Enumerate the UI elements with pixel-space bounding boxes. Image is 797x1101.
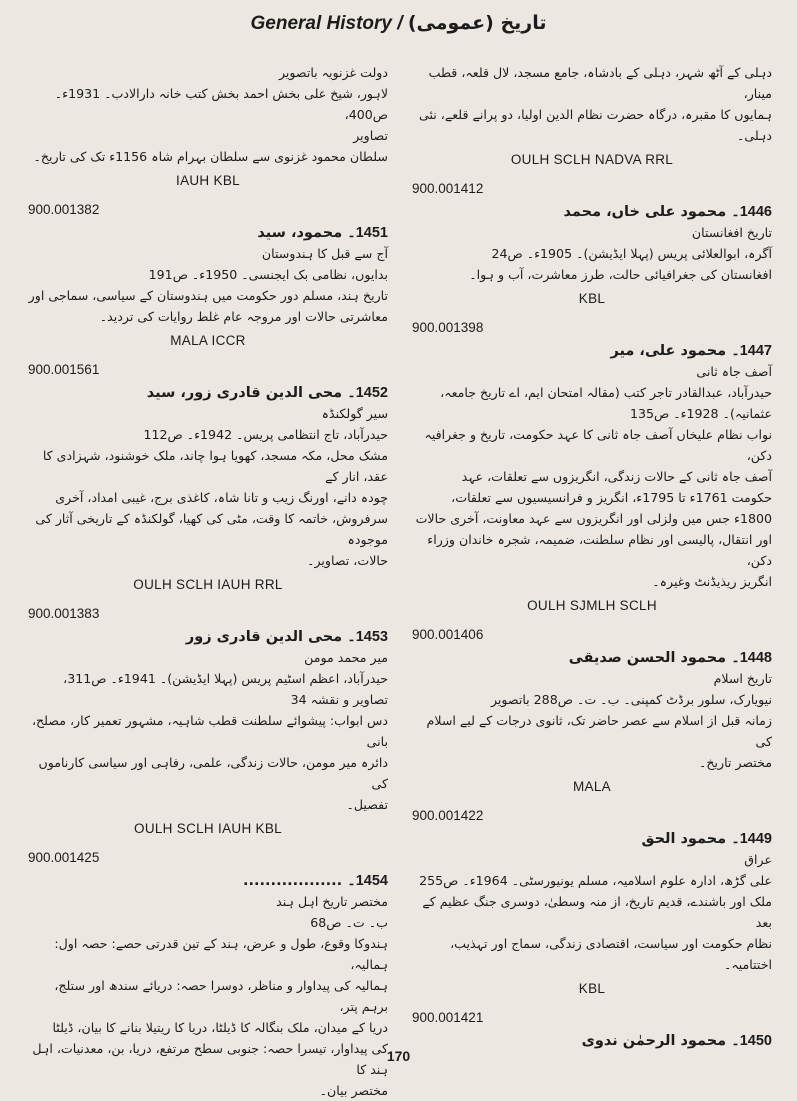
classification-code: 900.001422 bbox=[412, 808, 484, 823]
header-title-en: General History / bbox=[250, 13, 403, 34]
classification-code: 900.001382 bbox=[28, 202, 100, 217]
entry-line: چودہ دانے، اورنگ زیب و تانا شاہ، کاغذی برج، غیبی امداد، آخری bbox=[55, 490, 388, 505]
entry-heading bbox=[412, 204, 772, 220]
entry-line: ہمالیہ کی پیداوار و مناظر، دوسرا حصہ: دریائے سندھ اور ستلج، برہم پتر، bbox=[54, 978, 388, 1014]
entry-line: مشک محل، مکہ مسجد، کھویا ہوا چاند، ملک خوشنود، شہزادی کا عقد، انار کے bbox=[42, 448, 388, 484]
entry-line: تاریخ ہند، مسلم دور حکومت میں ہندوستان کے سیاسی، سماجی اور bbox=[28, 288, 388, 303]
entry-heading bbox=[412, 343, 772, 359]
classification-code: 900.001398 bbox=[412, 320, 484, 335]
left-column bbox=[28, 62, 388, 1098]
entry-1447 bbox=[412, 320, 772, 613]
entry-heading bbox=[412, 831, 772, 847]
entry-number: 1453۔ bbox=[347, 629, 388, 645]
entry-heading bbox=[28, 629, 388, 645]
entry-line: افغانستان کی جغرافیائی حالت، طرز معاشرت، آب و ہوا۔ bbox=[469, 267, 772, 282]
entry-line: دہلی۔ bbox=[736, 128, 772, 143]
entry-line: عراق bbox=[744, 852, 772, 867]
entry-1452 bbox=[28, 362, 388, 592]
entry-line: دریا کے میدان، ملک بنگالہ کا ڈیلٹا، دریا کا ریتیلا بنانے کا بیان، ڈیلٹا bbox=[52, 1020, 388, 1035]
entry-heading bbox=[28, 225, 388, 241]
entry-continued bbox=[28, 62, 388, 188]
entry-heading bbox=[412, 650, 772, 666]
entry-line: تفصیل۔ bbox=[346, 797, 388, 812]
entry-author: محمود الرحمٰن ندوی bbox=[581, 1033, 727, 1049]
entry-line: تصاویر bbox=[353, 128, 388, 143]
entry-line: زمانہ قبل از اسلام سے عصر حاضر تک، ثانوی درجات کے لیے اسلام کی bbox=[426, 713, 772, 749]
entry-number: 1449۔ bbox=[731, 831, 772, 847]
entry-line: حیدرآباد، اعظم اسٹیم پریس (پہلا ایڈیشن)۔ 1941ء۔ ص311، bbox=[63, 671, 388, 686]
library-codes: MALA bbox=[573, 779, 611, 794]
classification-code: 900.001406 bbox=[412, 627, 484, 642]
entry-line: حالات، تصاویر۔ bbox=[307, 553, 388, 568]
page-number: 170 bbox=[386, 1048, 411, 1064]
entry-number: 1452۔ bbox=[347, 385, 388, 401]
library-codes: KBL bbox=[578, 981, 606, 996]
entry-line: عثمانیہ)۔ 1928ء۔ ص135 bbox=[629, 406, 772, 421]
entry-line: آج سے قبل کا ہندوستان bbox=[261, 246, 388, 261]
classification-code: 900.001412 bbox=[412, 181, 484, 196]
entry-line: کی پیداوار، تیسرا حصہ: جنوبی سطح مرتفع، دریا، بن، معدنیات، اہل ہند کا bbox=[32, 1041, 388, 1077]
entry-line: دس ابواب: پیشوائے سلطنت قطب شاہیہ، مشہور تعمیر کار، مصلح، بانی bbox=[31, 713, 388, 749]
library-codes: OULH SCLH IAUH KBL bbox=[134, 821, 282, 836]
entry-1448 bbox=[412, 627, 772, 794]
entry-line: مختصر بیان۔ bbox=[319, 1083, 388, 1098]
entry-author: محی الدین قادری زور bbox=[185, 629, 343, 645]
entry-line: میر محمد مومن bbox=[304, 650, 388, 665]
entry-line: حیدرآباد، تاج انتظامی پریس۔ 1942ء۔ ص112 bbox=[143, 427, 388, 442]
entry-number: 1450۔ bbox=[731, 1033, 772, 1049]
entry-number: 1446۔ bbox=[731, 204, 772, 220]
entry-1451 bbox=[28, 202, 388, 348]
entry-1450 bbox=[412, 1010, 772, 1049]
library-codes: MALA ICCR bbox=[170, 333, 246, 348]
entry-line: معاشرتی حالات اور مروجہ عام غلط روایات کی تردید۔ bbox=[99, 309, 388, 324]
entry-1446 bbox=[412, 181, 772, 306]
library-codes: KBL bbox=[578, 291, 606, 306]
entry-line: نظام حکومت اور سیاست، اقتصادی زندگی، سماج اور تہذیب، اختتامیہ۔ bbox=[450, 936, 772, 972]
entry-author: .................. bbox=[243, 873, 343, 889]
classification-code: 900.001561 bbox=[28, 362, 100, 377]
entry-line: آصف جاہ ثانی bbox=[696, 364, 772, 379]
classification-code: 900.001421 bbox=[412, 1010, 484, 1025]
entry-number: 1447۔ bbox=[731, 343, 772, 359]
entry-line: 1800ء جس میں ولزلی اور انگریزوں سے عہد معاونت، آخری حالات bbox=[415, 511, 772, 526]
library-codes: OULH SCLH NADVA RRL bbox=[510, 152, 674, 167]
entry-number: 1454۔ bbox=[347, 873, 388, 889]
classification-code: 900.001425 bbox=[28, 850, 100, 865]
entry-line: دولت غزنویہ باتصویر bbox=[278, 65, 388, 80]
entry-1449 bbox=[412, 808, 772, 996]
entry-line: نیویارک، سلور برڈٹ کمپنی۔ ب۔ ت۔ ص288 باتصویر bbox=[490, 692, 772, 707]
entry-line: اور انتقال، پالیسی اور نظام سلطنت، ضمیمہ، شجرہ خاندان وزراء دکن، bbox=[427, 532, 772, 568]
header-title-ur: تاریخ (عمومی) bbox=[407, 12, 547, 34]
entry-line: ملک اور باشندے، قدیم تاریخ، از منہ وسطیٰ، دوسری جنگ عظیم کے بعد bbox=[422, 894, 772, 930]
entry-line: مختصر تاریخ اہل ہند bbox=[276, 894, 388, 909]
entry-line: نواب نظام علیخاں آصف جاہ ثانی کا عہد حکومت، تاریخ و جغرافیہ دکن، bbox=[424, 427, 772, 463]
entry-author: محمود الحسن صدیقی bbox=[568, 650, 727, 666]
entry-1453 bbox=[28, 606, 388, 836]
entry-line: تاریخ افغانستان bbox=[691, 225, 772, 240]
entry-line: علی گڑھ، ادارہ علوم اسلامیہ، مسلم یونیورسٹی۔ 1964ء۔ ص255 bbox=[419, 873, 772, 888]
entry-line: حکومت 1761ء تا 1795ء، انگریز و فرانسیسیوں سے تعلقات، bbox=[451, 490, 772, 505]
entry-line: ہندوکا وقوع، طول و عرض، ہند کے تین قدرتی حصے: حصہ اول: ہمالیہ، bbox=[54, 936, 388, 972]
entry-line: ب۔ ت۔ ص68 bbox=[310, 915, 388, 930]
entry-line: دہلی کے آٹھ شہر، دہلی کے بادشاہ، جامع مسجد، لال قلعہ، قطب مینار، bbox=[428, 65, 772, 101]
entry-author: محمود الحق bbox=[641, 831, 727, 847]
page-header bbox=[0, 12, 797, 35]
classification-code: 900.001383 bbox=[28, 606, 100, 621]
entry-heading bbox=[28, 873, 388, 889]
entry-line: بدایوں، نظامی بک ایجنسی۔ 1950ء۔ ص191 bbox=[148, 267, 388, 282]
entry-line: سرفروش، خاتمہ کا وقت، مٹی کی کھیا، گولکنڈہ کے تاریخی آثار کی موجودہ bbox=[35, 511, 388, 547]
entry-heading bbox=[28, 385, 388, 401]
entry-line: تاریخ اسلام bbox=[713, 671, 772, 686]
right-column bbox=[412, 62, 772, 1047]
library-codes: OULH SCLH IAUH RRL bbox=[133, 577, 283, 592]
entry-author: محی الدین قادری زور، سید bbox=[146, 385, 343, 401]
library-codes: IAUH KBL bbox=[176, 173, 240, 188]
entry-author: محمود علی خاں، محمد bbox=[563, 204, 727, 220]
entry-author: محمود علی، میر bbox=[610, 343, 727, 359]
entry-continued bbox=[412, 62, 772, 167]
entry-line: سیر گولکنڈہ bbox=[321, 406, 388, 421]
library-codes: OULH SJMLH SCLH bbox=[527, 598, 657, 613]
entry-line: مختصر تاریخ۔ bbox=[699, 755, 772, 770]
entry-line: آصف جاہ ثانی کے حالات زندگی، انگریزوں سے تعلقات، عہد bbox=[461, 469, 772, 484]
entry-line: سلطان محمود غزنوی سے سلطان بہرام شاہ 1156ء تک کی تاریخ۔ bbox=[33, 149, 388, 164]
entry-number: 1448۔ bbox=[731, 650, 772, 666]
entry-author: محمود، سید bbox=[257, 225, 343, 241]
entry-line: دائرہ میر مومن، حالات زندگی، علمی، رفاہی اور سیاسی کارناموں کی bbox=[38, 755, 388, 791]
entry-line: آگرہ، ابوالعلائی پریس (پہلا ایڈیشن)۔ 1905ء۔ ص24 bbox=[491, 246, 772, 261]
entry-heading bbox=[412, 1033, 772, 1049]
entry-line: انگریز ریذیڈنٹ وغیرہ۔ bbox=[652, 574, 772, 589]
entry-line: تصاویر و نقشہ 34 bbox=[290, 692, 388, 707]
entry-number: 1451۔ bbox=[347, 225, 388, 241]
entry-line: ہمایوں کا مقبرہ، درگاہ حضرت نظام الدین اولیا، دو پرانے قلعے، نئی bbox=[418, 107, 772, 122]
entry-line: لاہور، شیخ علی بخش احمد بخش کتب خانہ دارالادب۔ 1931ء۔ ص400، bbox=[54, 86, 388, 122]
entry-line: حیدرآباد، عبدالقادر تاجر کتب (مقالہ امتحان ایم، اے تاریخ جامعہ، bbox=[440, 385, 772, 400]
